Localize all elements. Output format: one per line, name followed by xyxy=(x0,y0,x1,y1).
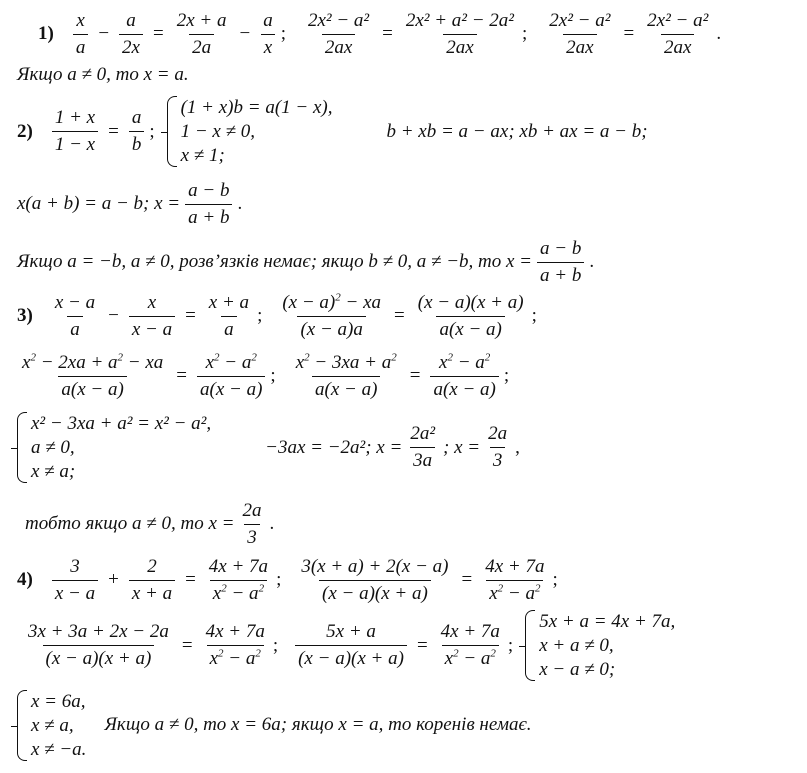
fraction: $\frac{a}{b}$ xyxy=(129,107,145,156)
fraction: $\frac{a}{2x}$ xyxy=(119,10,143,59)
problem-4-number: 4) xyxy=(17,569,33,591)
operator: = xyxy=(152,22,164,44)
brace-icon xyxy=(167,96,177,167)
problem-3-number: 3) xyxy=(17,305,33,327)
fraction: $\frac{4x + 7a}{x^2 - a^2}$ xyxy=(208,556,269,604)
fraction: $\frac{x^2 - 2xa + a^2 - xa}{a(x - a)}$ xyxy=(22,351,164,400)
fraction: $\frac{a - b}{a + b}$ xyxy=(185,180,232,229)
fraction: $\frac{4x + 7a}{x^2 - a^2}$ xyxy=(440,621,500,670)
operator: = xyxy=(382,22,393,44)
problem-2-transform: b + xb = a − ax; xb + ax = a − b; xyxy=(386,120,648,142)
fraction: $\frac{4x + 7a}{x^2 - a^2}$ xyxy=(485,556,545,604)
problem-4-line-2: $\frac{3x + 3a + 2x - 2a}{(x - a)(x + a)}$ = $\frac{4x + 7a}{x^2 - a^2}$ ; $\frac{5x + a}{(x - a)(x + a)}$ = $\frac{4x + 7a}{x^2 - a^2}$ ; 5x + a = 4x + 7a, x + a ≠ 0, x − a ≠ 0; xyxy=(20,610,681,681)
problem-2-system: (1 + x)b = a(1 − x), 1 − x ≠ 0, x ≠ 1; xyxy=(167,96,333,167)
fraction: $\frac{5x + a}{(x - a)(x + a)}$ xyxy=(295,621,407,670)
punctuation: . xyxy=(716,22,722,44)
fraction: $\frac{3}{x - a}$ xyxy=(52,556,98,605)
operator: − xyxy=(239,22,251,44)
fraction: $\frac{2a}{3}$ xyxy=(488,423,508,472)
operator: − xyxy=(98,22,110,44)
brace-icon xyxy=(525,610,535,681)
punctuation: ; xyxy=(522,22,528,44)
fraction: $\frac{(x - a)(x + a)}{a(x - a)}$ xyxy=(417,292,524,340)
fraction: $\frac{x^2 - 3xa + a^2}{a(x - a)}$ xyxy=(295,351,397,400)
fraction: $\frac{\text{2x² − a²}}{2ax}$ xyxy=(647,10,709,58)
fraction: $\frac{x + a}{a}$ xyxy=(208,292,250,340)
fraction: $\frac{3x + 3a + 2x - 2a}{(x - a)(x + a)}$ xyxy=(28,621,169,670)
fraction: $\frac{2a}{3}$ xyxy=(242,500,262,548)
fraction: $\frac{\text{2x² + a² − 2a²}}{2ax}$ xyxy=(405,10,515,58)
problem-3-system: x² − 3xa + a² = x² − a², a ≠ 0, x ≠ a; xyxy=(17,412,211,483)
operator: = xyxy=(623,22,635,44)
problem-4-conclusion: Якщо a ≠ 0, то x = 6a; якщо x = a, то коренів немає. xyxy=(104,713,532,735)
problem-1-equation xyxy=(68,10,735,59)
fraction: $\frac{\text{2a²}}{3a}$ xyxy=(410,423,436,472)
brace-icon xyxy=(17,412,27,483)
problem-1-number: 1) xyxy=(38,23,54,45)
fraction: $\frac{(x - a)^2 - xa}{(x - a)a}$ xyxy=(282,291,382,340)
problem-3-line-1: 3) $\frac{x - a}{a}$ − $\frac{x}{x - a}$ = $\frac{x + a}{a}$ ; $\frac{(x - a)^2 - xa}{(x - a)a}$ = $\frac{(x - a)(x + a)}{a(x - a)}$ ; xyxy=(17,291,537,340)
problem-3-line-3: x² − 3xa + a² = x² − a², a ≠ 0, x ≠ a; −3ax = −2a²; x = $\frac{\text{2a²}}{3a}$ ; x = $\frac{2a}{3}$ , xyxy=(17,412,520,483)
problem-1-line-1 xyxy=(38,10,735,59)
fraction: $\frac{2}{x + a}$ xyxy=(129,556,175,605)
problem-4-line-3 xyxy=(17,690,531,761)
problem-3-line-2: $\frac{x^2 - 2xa + a^2 - xa}{a(x - a)}$ = $\frac{x^2 - a^2}{a(x - a)}$ ; $\frac{x^2 - 3xa + a^2}{a(x - a)}$ = $\frac{x^2 - a^2}{a(x - a)}$ ; xyxy=(14,352,509,401)
problem-2-conclusion: Якщо a = −b, a ≠ 0, розв’язків немає; якщо b ≠ 0, a ≠ −b, то x = $\frac{a - b}{a + b}$ . xyxy=(17,238,595,286)
fraction: $\frac{\text{2x² − a²}}{2ax}$ xyxy=(307,10,370,58)
fraction: $\frac{x^2 - a^2}{a(x - a)}$ xyxy=(430,352,498,401)
fraction: $\frac{x - a}{a}$ xyxy=(54,292,96,340)
problem-1-conclusion: Якщо a ≠ 0, то x = a. xyxy=(17,64,189,85)
problem-3-conclusion: тобто якщо a ≠ 0, то x = $\frac{2a}{3}$ . xyxy=(25,500,275,548)
fraction: $\frac{2x + a}{2a}$ xyxy=(176,10,227,58)
problem-2-line-2: x(a + b) = a − b; x = $\frac{a - b}{a + b}$ . xyxy=(17,180,243,228)
problem-2-number: 2) xyxy=(17,120,33,142)
brace-icon xyxy=(17,690,27,761)
fraction: $\frac{1 + x}{1 - x}$ xyxy=(52,107,98,156)
problem-4-final-system: x = 6a, x ≠ a, x ≠ −a. xyxy=(17,690,86,761)
fraction: $\frac{x^2 - a^2}{a(x - a)}$ xyxy=(197,352,265,401)
fraction: $\frac{3(x + a) + 2(x - a)}{(x - a)(x + a)}$ xyxy=(301,556,449,604)
problem-2-line-1: 2) $\frac{1 + x}{1 - x}$ = $\frac{a}{b}$ ; (1 + x)b = a(1 − x), 1 − x ≠ 0, x ≠ 1; b + xb = a − ax; xb + ax = a − b; xyxy=(17,97,648,166)
fraction: $\frac{a}{x}$ xyxy=(260,10,276,59)
fraction: $\frac{4x + 7a}{x^2 - a^2}$ xyxy=(205,621,265,670)
fraction: $\frac{x}{a}$ xyxy=(73,10,89,59)
fraction: $\frac{a - b}{a + b}$ xyxy=(537,238,584,287)
problem-4-line-1: 4) $\frac{3}{x - a}$ + $\frac{2}{x + a}$ = $\frac{4x + 7a}{x^2 - a^2}$ ; $\frac{3(x + a) + 2(x - a)}{(x - a)(x + a)}$ = $\frac{4x + 7a}{x^2 - a^2}$ ; xyxy=(17,556,558,604)
punctuation: ; xyxy=(280,22,286,44)
fraction: $\frac{\text{2x² − a²}}{2ax}$ xyxy=(549,10,611,58)
fraction: $\frac{x}{x - a}$ xyxy=(129,292,175,341)
problem-4-system: 5x + a = 4x + 7a, x + a ≠ 0, x − a ≠ 0; xyxy=(525,610,675,681)
